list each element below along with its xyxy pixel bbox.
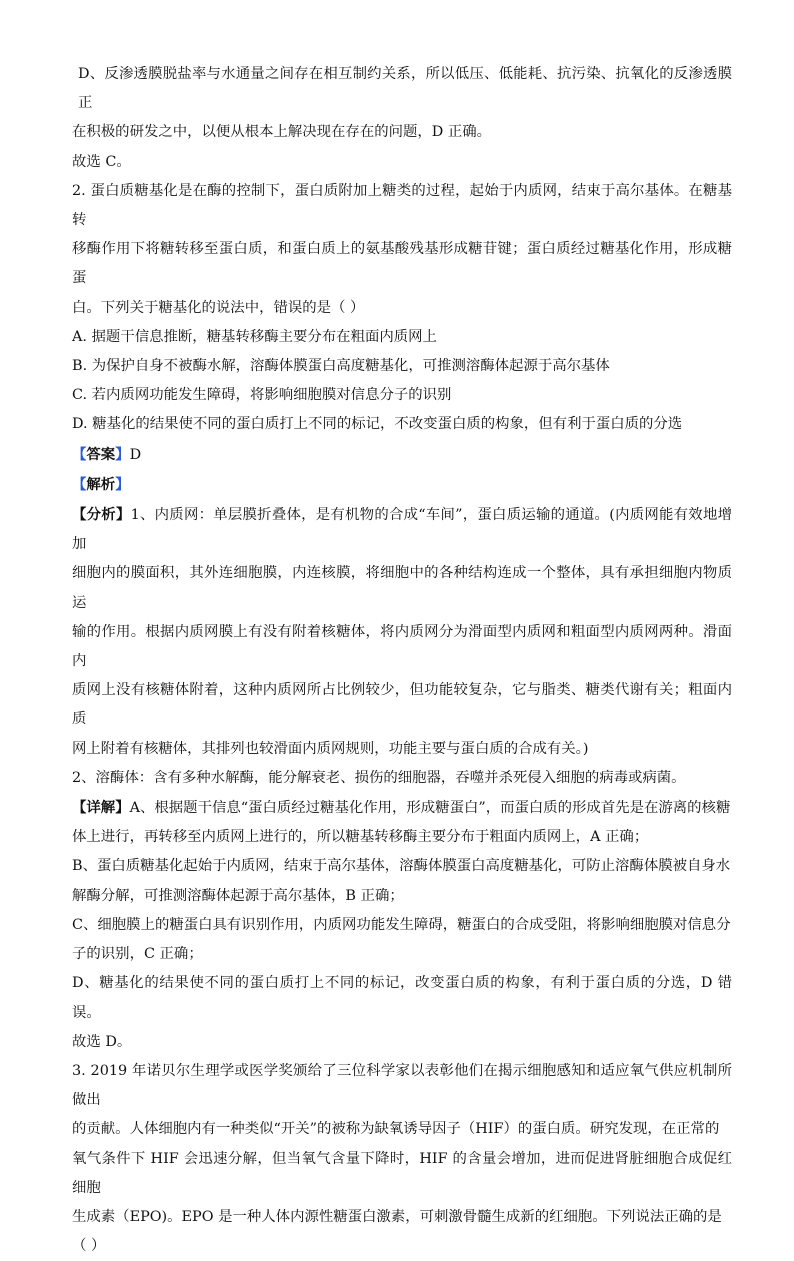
fenxi-text-1: 1、内质网：单层膜折叠体，是有机物的合成“车间”，蛋白质运输的通道。(内质网能有效地增加 (72, 507, 732, 553)
q2-option-a: A. 据题干信息推断，糖基转移酶主要分布在粗面内质网上 (72, 328, 437, 345)
answer-close-bracket: 】 (115, 445, 130, 463)
analysis-line (72, 470, 732, 500)
prev-option-d-line1: D、反渗透膜脱盐率与水通量之间存在相互制约关系，所以低压、低能耗、抗污染、抗氧化的反渗透膜正 (78, 66, 732, 112)
xiangjie-line4: 解酶分解，可推测溶酶体起源于高尔基体，B 正确； (72, 887, 404, 904)
q2-stem-line3: 白。下列关于糖基化的说法中，错误的是（ ） (72, 299, 365, 316)
prev-choose: 故选 C。 (72, 153, 131, 170)
xiangjie-label: 详解 (86, 799, 116, 817)
answer-line (72, 440, 732, 470)
q2-option-d: D. 糖基化的结果使不同的蛋白质打上不同的标记，不改变蛋白质的构象，但有利于蛋白质的分选 (72, 416, 683, 433)
xiangjie-line6: 子的识别，C 正确； (72, 946, 203, 963)
fenxi-close-bracket: 】 (115, 506, 131, 524)
answer-label: 答案 (86, 445, 116, 463)
prev-option-d-line2: 在积极的研发之中，以便从根本上解决现在存在的问题，D 正确。 (72, 124, 492, 141)
q3-stem-line4: 生成素（EPO)。EPO 是一种人体内源性糖蛋白激素，可刺激骨髓生成新的红细胞。下列说法正确的是 (72, 1208, 722, 1225)
analysis-close-bracket: 】 (115, 475, 130, 493)
q3-stem-line3: 氧气条件下 HIF 会迅速分解，但当氧气含量下降时，HIF 的含量会增加，进而促进肾脏细胞合成促红细胞 (72, 1150, 732, 1196)
q2-stem-line2: 移酶作用下将糖转移至蛋白质，和蛋白质上的氨基酸残基形成糖苷键；蛋白质经过糖基化作用，形成糖蛋 (72, 241, 732, 287)
analysis-label: 解析 (86, 475, 116, 493)
q3-stem-line5: （ ） (72, 1238, 106, 1255)
fenxi-label: 分析 (86, 506, 116, 524)
xiangjie-open-bracket: 【 (72, 799, 87, 817)
xiangjie-line1 (72, 793, 732, 823)
fenxi-line1 (72, 500, 732, 559)
xiangjie-line5: C、细胞膜上的糖蛋白具有识别作用，内质网功能发生障碍，糖蛋白的合成受阻，将影响细胞膜对信息分 (72, 916, 731, 933)
fenxi-line5: 网上附着有核糖体，其排列也较滑面内质网规则，功能主要与蛋白质的合成有关。) (72, 740, 589, 757)
fenxi-line4: 质网上没有核糖体附着，这种内质网所占比例较少，但功能较复杂，它与脂类、糖类代谢有关；粗面内质 (72, 682, 732, 728)
xiangjie-line2: 体上进行，再转移至内质网上进行的，所以糖基转移酶主要分布于粗面内质网上，A 正确； (72, 829, 649, 846)
xiangjie-close-bracket: 】 (115, 799, 130, 817)
fenxi-line6: 2、溶酶体：含有多种水解酶，能分解衰老、损伤的细胞器，吞噬并杀死侵入细胞的病毒或病菌。 (72, 769, 686, 786)
answer-value: D (129, 446, 142, 463)
answer-open-bracket: 【 (72, 445, 87, 463)
xiangjie-text-1: A、根据题干信息“蛋白质经过糖基化作用，形成糖蛋白”，而蛋白质的形成首先是在游离的核糖 (129, 800, 731, 817)
q2-choose: 故选 D。 (72, 1033, 132, 1050)
xiangjie-line7: D、糖基化的结果使不同的蛋白质打上不同的标记，改变蛋白质的构象，有利于蛋白质的分选，D 错误。 (72, 975, 732, 1021)
q2-option-c: C. 若内质网功能发生障碍，将影响细胞膜对信息分子的识别 (72, 387, 452, 404)
fenxi-open-bracket: 【 (72, 506, 87, 524)
fenxi-line2: 细胞内的膜面积，其外连细胞膜，内连核膜，将细胞中的各种结构连成一个整体，具有承担细胞内物质运 (72, 565, 732, 611)
q3-stem-line2: 的贡献。人体细胞内有一种类似“开关”的被称为缺氧诱导因子（HIF）的蛋白质。研究发现，在正常的 (72, 1121, 720, 1138)
q2-option-b: B. 为保护自身不被酶水解，溶酶体膜蛋白高度糖基化，可推测溶酶体起源于高尔基体 (72, 358, 610, 375)
q3-stem-line1: 3. 2019 年诺贝尔生理学或医学奖颁给了三位科学家以表彰他们在揭示细胞感知和适应氧气供应机制所做出 (72, 1062, 732, 1109)
fenxi-line3: 输的作用。根据内质网膜上有没有附着核糖体，将内质网分为滑面型内质网和粗面型内质网两种。滑面内 (72, 623, 732, 670)
q2-stem-line1: 2. 蛋白质糖基化是在酶的控制下，蛋白质附加上糖类的过程，起始于内质网，结束于高尔基体。在糖基转 (72, 182, 732, 229)
xiangjie-line3: B、蛋白质糖基化起始于内质网，结束于高尔基体，溶酶体膜蛋白高度糖基化，可防止溶酶体膜被自身水 (72, 858, 731, 875)
analysis-open-bracket: 【 (72, 475, 87, 493)
